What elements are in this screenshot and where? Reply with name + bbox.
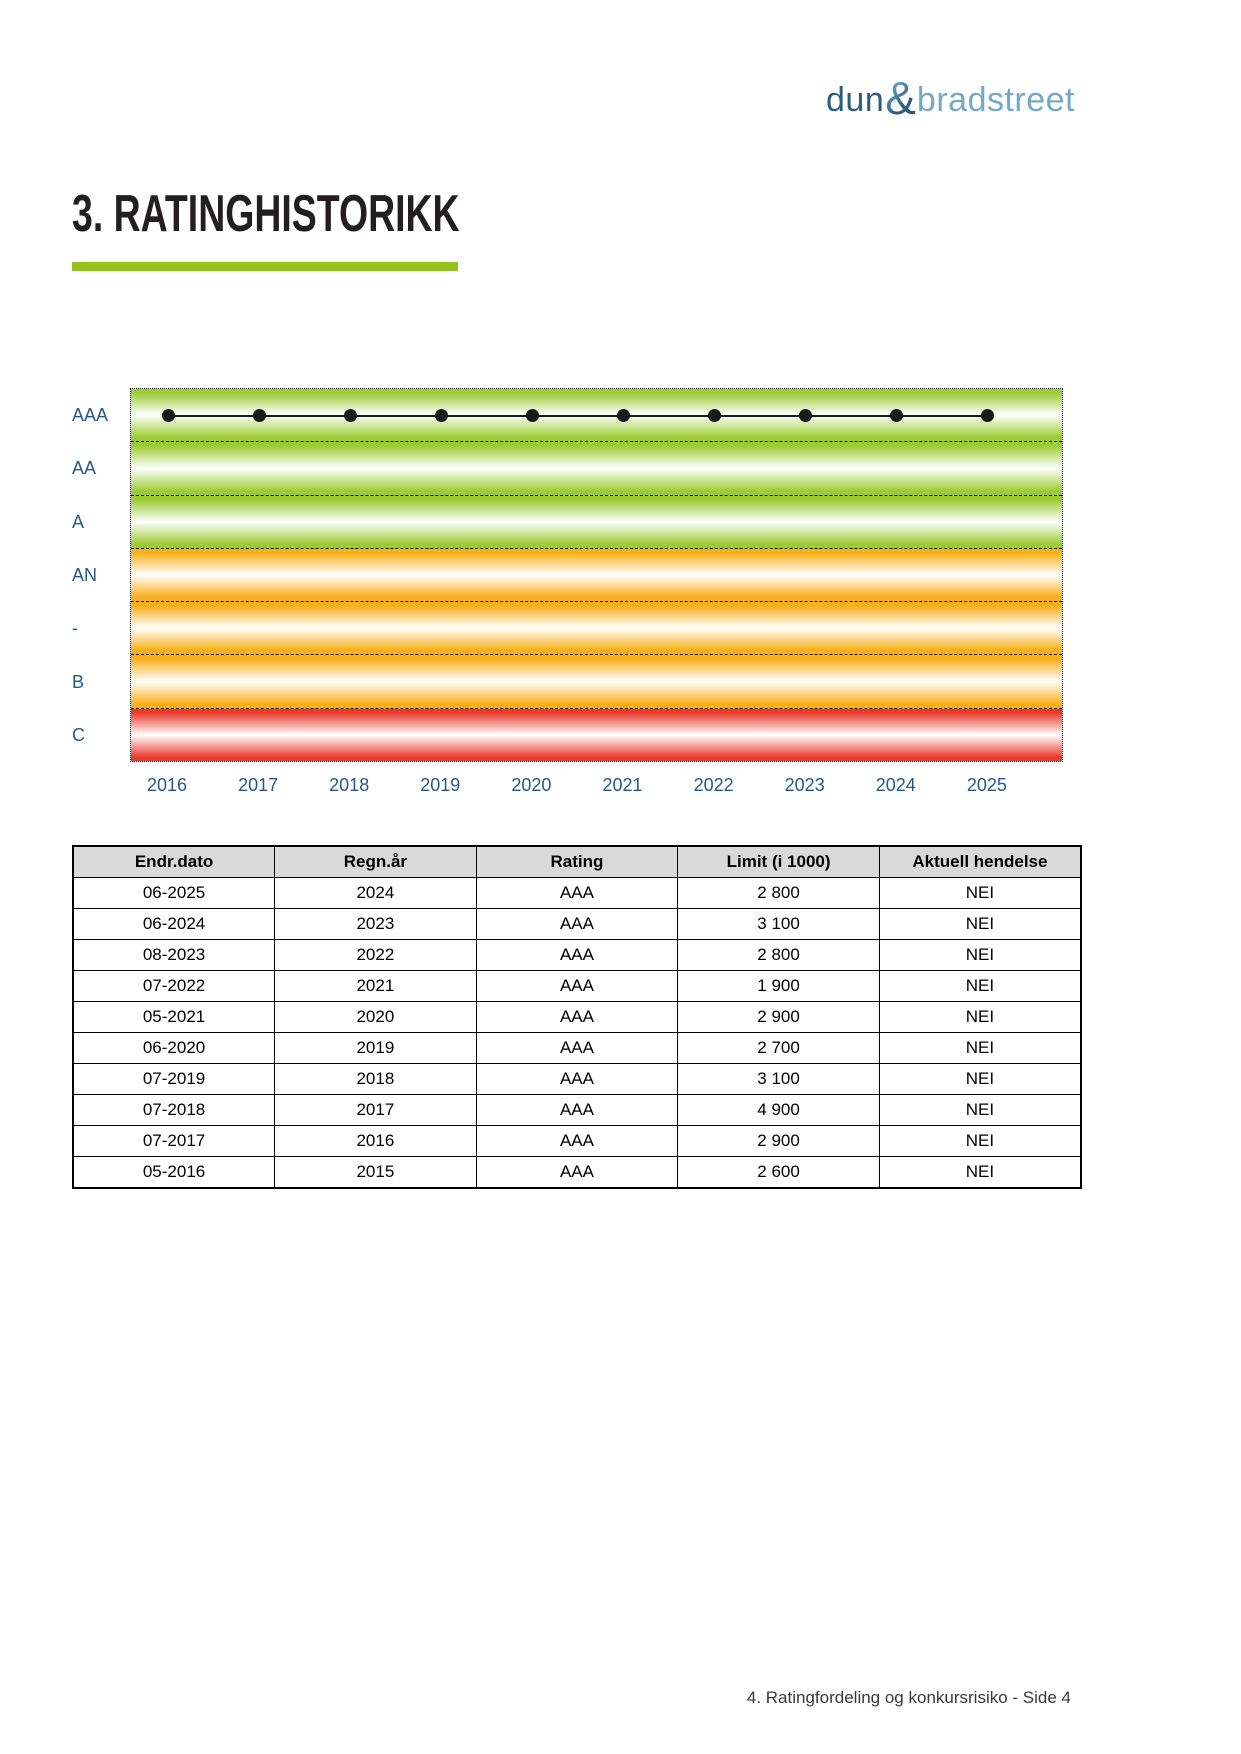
table-body <box>73 878 1081 1189</box>
table-cell: 2 600 <box>678 1157 880 1189</box>
dun-bradstreet-logo <box>826 72 1076 124</box>
table-row-5 <box>73 1033 1081 1064</box>
table-cell: NEI <box>879 1033 1081 1064</box>
table-cell: AAA <box>476 940 678 971</box>
data-point-2019 <box>435 409 448 422</box>
table-cell: 2 800 <box>678 878 880 909</box>
table-row-3 <box>73 971 1081 1002</box>
chart-markers <box>131 389 1062 761</box>
table-cell: 2020 <box>275 1002 477 1033</box>
table-row-7 <box>73 1095 1081 1126</box>
rating-trend-line <box>168 415 988 417</box>
table-row-8 <box>73 1126 1081 1157</box>
y-axis-label-c: C <box>72 725 85 746</box>
x-axis-label-2018: 2018 <box>329 775 370 795</box>
table-cell: NEI <box>879 1157 1081 1189</box>
logo-dun-text: dun <box>826 81 885 119</box>
table-cell: 2019 <box>275 1033 477 1064</box>
table-cell: AAA <box>476 1002 678 1033</box>
rating-history-chart <box>0 388 1120 818</box>
table-cell: AAA <box>476 878 678 909</box>
table-cell: 2024 <box>275 878 477 909</box>
data-point-2022 <box>708 409 721 422</box>
table-cell: AAA <box>476 971 678 1002</box>
section-heading: 3. RATINGHISTORIKK <box>72 185 460 243</box>
x-axis-label-2024: 2024 <box>875 775 916 795</box>
y-axis-label-an: AN <box>72 565 98 585</box>
table-cell: 2 900 <box>678 1126 880 1157</box>
table-cell: 07-2019 <box>73 1064 275 1095</box>
data-point-2025 <box>981 409 994 422</box>
table-cell: NEI <box>879 1002 1081 1033</box>
x-axis-label-2017: 2017 <box>238 775 279 795</box>
table-cell: 2016 <box>275 1126 477 1157</box>
y-axis-label-dash: - <box>72 618 78 639</box>
x-axis-label-2025: 2025 <box>966 775 1007 795</box>
table-cell: AAA <box>476 1157 678 1189</box>
table-row-0 <box>73 878 1081 909</box>
table-cell: 05-2021 <box>73 1002 275 1033</box>
table-cell: AAA <box>476 909 678 940</box>
table-row-6 <box>73 1064 1081 1095</box>
data-point-2023 <box>799 409 812 422</box>
table-cell: 06-2020 <box>73 1033 275 1064</box>
table-cell: AAA <box>476 1095 678 1126</box>
data-point-2018 <box>344 409 357 422</box>
table-cell: 2021 <box>275 971 477 1002</box>
data-point-2020 <box>526 409 539 422</box>
column-header-4: Aktuell hendelse <box>879 846 1081 878</box>
y-axis-label-b: B <box>72 671 85 692</box>
table-cell: 2 800 <box>678 940 880 971</box>
table-row-1 <box>73 909 1081 940</box>
table-cell: 07-2017 <box>73 1126 275 1157</box>
table-row-4 <box>73 1002 1081 1033</box>
data-point-2017 <box>253 409 266 422</box>
x-axis-label-2016: 2016 <box>146 775 188 795</box>
table-cell: AAA <box>476 1033 678 1064</box>
table-cell: 2022 <box>275 940 477 971</box>
table-cell: AAA <box>476 1064 678 1095</box>
table-cell: 3 100 <box>678 1064 880 1095</box>
table-row-2 <box>73 940 1081 971</box>
data-point-2021 <box>617 409 630 422</box>
logo-bradstreet-text: bradstreet <box>916 81 1076 119</box>
table-cell: 2 900 <box>678 1002 880 1033</box>
table-cell: 3 100 <box>678 909 880 940</box>
table-cell: 2 700 <box>678 1033 880 1064</box>
page-footer: 4. Ratingfordeling og konkursrisiko - Side 4 <box>746 1688 1071 1707</box>
y-axis-label-aaa: AAA <box>72 404 109 425</box>
table-cell: 2015 <box>275 1157 477 1189</box>
x-axis-label-2019: 2019 <box>420 775 461 795</box>
table-cell: NEI <box>879 878 1081 909</box>
x-axis-label-2020: 2020 <box>511 775 552 795</box>
table-cell: NEI <box>879 1126 1081 1157</box>
table-cell: 07-2018 <box>73 1095 275 1126</box>
rating-history-table <box>72 845 1082 1189</box>
table-cell: 1 900 <box>678 971 880 1002</box>
table-row-9 <box>73 1157 1081 1189</box>
table-cell: 07-2022 <box>73 971 275 1002</box>
table-cell: 06-2024 <box>73 909 275 940</box>
logo-ampersand-icon: & <box>885 72 916 124</box>
column-header-0: Endr.dato <box>73 846 275 878</box>
column-header-1: Regn.år <box>275 846 477 878</box>
table-cell: 4 900 <box>678 1095 880 1126</box>
table-cell: 08-2023 <box>73 940 275 971</box>
x-axis-label-2021: 2021 <box>602 775 643 795</box>
table-container <box>72 845 1082 1189</box>
x-axis-label-2022: 2022 <box>693 775 734 795</box>
table-cell: NEI <box>879 909 1081 940</box>
data-point-2024 <box>890 409 903 422</box>
y-axis-label-aa: AA <box>72 458 97 479</box>
x-axis-label-2023: 2023 <box>784 775 825 795</box>
table-cell: 06-2025 <box>73 878 275 909</box>
table-cell: NEI <box>879 971 1081 1002</box>
table-cell: 2017 <box>275 1095 477 1126</box>
y-axis-label-a: A <box>72 511 85 532</box>
table-cell: NEI <box>879 1095 1081 1126</box>
table-cell: 2018 <box>275 1064 477 1095</box>
data-point-2016 <box>162 409 175 422</box>
table-cell: 05-2016 <box>73 1157 275 1189</box>
table-cell: NEI <box>879 940 1081 971</box>
column-header-3: Limit (i 1000) <box>678 846 880 878</box>
table-header-row <box>73 846 1081 878</box>
table-cell: AAA <box>476 1126 678 1157</box>
table-cell: NEI <box>879 1064 1081 1095</box>
column-header-2: Rating <box>476 846 678 878</box>
chart-plot <box>130 388 1063 762</box>
heading-underline <box>72 262 458 271</box>
table-cell: 2023 <box>275 909 477 940</box>
